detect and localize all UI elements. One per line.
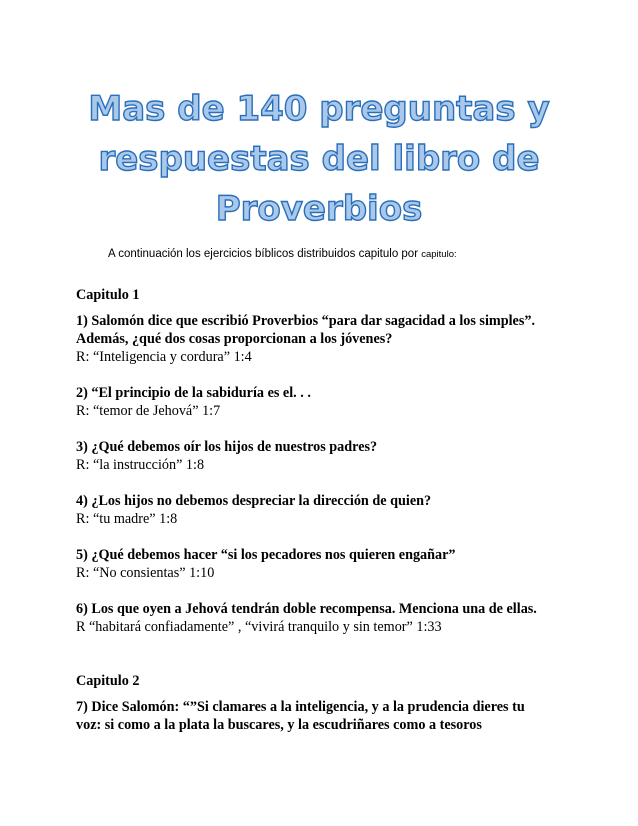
section-spacer xyxy=(76,654,616,672)
question-block-2 xyxy=(76,384,616,420)
document-body xyxy=(76,286,616,752)
intro-text xyxy=(108,248,608,260)
answer-4: R: “tu madre” 1:8 xyxy=(76,511,178,527)
answer-5: R: “No consientas” 1:10 xyxy=(76,565,215,581)
question-4: 4) ¿Los hijos no debemos despreciar la dirección de quien? xyxy=(76,493,432,509)
answer-1: R: “Inteligencia y cordura” 1:4 xyxy=(76,349,252,365)
chapter-2-heading: Capitulo 2 xyxy=(76,673,140,689)
answer-6: R “habitará confiadamente” , “vivirá tranquilo y sin temor” 1:33 xyxy=(76,619,442,635)
title-line-1: Mas de 140 preguntas y xyxy=(88,89,550,129)
question-block-1 xyxy=(76,312,616,366)
question-block-3 xyxy=(76,438,616,474)
document-title xyxy=(0,84,638,234)
intro-tail: capitulo: xyxy=(421,249,457,260)
question-block-6 xyxy=(76,600,616,636)
question-block-4 xyxy=(76,492,616,528)
question-1-line-2: Además, ¿qué dos cosas proporcionan a los jóvenes? xyxy=(76,331,393,347)
answer-2: R: “temor de Jehová” 1:7 xyxy=(76,403,221,419)
question-3: 3) ¿Qué debemos oír los hijos de nuestros padres? xyxy=(76,439,378,455)
title-line-3: Proverbios xyxy=(215,189,423,229)
question-2: 2) “El principio de la sabiduría es el. . . xyxy=(76,385,311,401)
question-1-line-1: 1) Salomón dice que escribió Proverbios “para dar sagacidad a los simples”. xyxy=(76,313,536,329)
title-line-2: respuestas del libro de xyxy=(98,139,540,179)
question-block-7 xyxy=(76,698,616,734)
chapter-1-heading: Capitulo 1 xyxy=(76,287,140,303)
intro-main: A continuación los ejercicios bíblicos distribuidos capitulo por xyxy=(108,248,419,260)
question-5: 5) ¿Qué debemos hacer “si los pecadores nos quieren engañar” xyxy=(76,547,456,563)
question-7-line-1: 7) Dice Salomón: “”Si clamares a la inteligencia, y a la prudencia dieres tu xyxy=(76,699,525,715)
question-6: 6) Los que oyen a Jehová tendrán doble recompensa. Menciona una de ellas. xyxy=(76,601,537,617)
answer-3: R: “la instrucción” 1:8 xyxy=(76,457,205,473)
question-7-line-2: voz: si como a la plata la buscares, y la escudriñares como a tesoros xyxy=(76,717,482,733)
question-block-5 xyxy=(76,546,616,582)
